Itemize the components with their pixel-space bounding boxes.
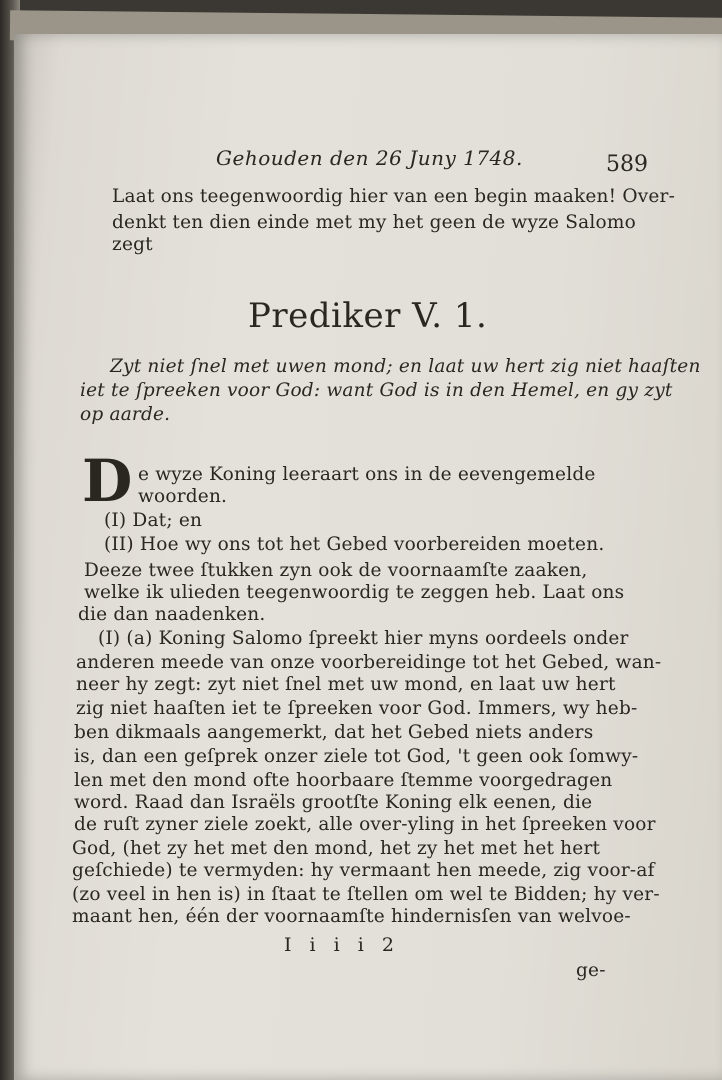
intro-line: zegt: [112, 234, 153, 255]
body-line: neer hy zegt: zyt niet ſnel met uw mond, en laat uw hert: [76, 674, 616, 695]
section-heading: Prediker V. 1.: [248, 296, 488, 336]
body-line: len met den mond ofte hoorbaare ſtemme voorgedragen: [74, 770, 613, 791]
page-number: 589: [606, 152, 648, 177]
body-line: de ruſt zyner ziele zoekt, alle over-yling in het ſpreeken voor: [74, 814, 656, 835]
drop-cap: D: [82, 447, 133, 515]
body-line: zig niet haaſten iet te ſpreeken voor God. Immers, wy heb-: [76, 698, 638, 719]
body-line: geſchiede) te vermyden: hy vermaant hen meede, zig voor-af: [72, 860, 655, 881]
running-head: Gehouden den 26 Juny 1748.: [216, 146, 523, 170]
verse-line: iet te ſpreeken voor God: want God is in den Hemel, en gy zyt: [80, 380, 673, 401]
intro-line: Laat ons teegenwoordig hier van een begin maaken! Over-: [112, 186, 676, 207]
body-line: (I) Dat; en: [104, 510, 203, 531]
body-line: word. Raad dan Israëls grootſte Koning elk eenen, die: [74, 792, 593, 813]
body-line: (II) Hoe wy ons tot het Gebed voorbereiden moeten.: [104, 534, 605, 555]
catchword: ge-: [576, 960, 606, 981]
body-line: e wyze Koning leeraart ons in de eevengemelde: [138, 464, 596, 485]
body-line: (I) (a) Koning Salomo ſpreekt hier myns oordeels onder: [98, 628, 629, 649]
intro-line: denkt ten dien einde met my het geen de wyze Salomo: [112, 212, 636, 233]
body-line: anderen meede van onze voorbereidinge tot het Gebed, wan-: [76, 652, 662, 673]
body-line: ben dikmaals aangemerkt, dat het Gebed niets anders: [74, 722, 594, 743]
body-line: maant hen, één der voornaamſte hindernisſen van welvoe-: [72, 906, 631, 927]
body-line: woorden.: [138, 486, 228, 507]
body-line: die dan naadenken.: [78, 604, 266, 625]
verse-line: op aarde.: [80, 404, 171, 425]
body-line: God, (het zy het met den mond, het zy het met het hert: [72, 838, 601, 859]
body-line: is, dan een geſprek onzer ziele tot God, 't geen ook ſomwy-: [74, 746, 639, 767]
body-line: welke ik ulieden teegenwoordig te zeggen heb. Laat ons: [84, 582, 625, 603]
body-line: (zo veel in hen is) in ſtaat te ſtellen om wel te Bidden; hy ver-: [72, 884, 660, 905]
body-line: Deeze twee ſtukken zyn ook de voornaamſte zaaken,: [84, 560, 588, 581]
book-page: [14, 34, 722, 1080]
signature-mark: I i i i 2: [284, 934, 400, 956]
verse-line: Zyt niet ſnel met uwen mond; en laat uw hert zig niet haaſten: [110, 356, 701, 377]
